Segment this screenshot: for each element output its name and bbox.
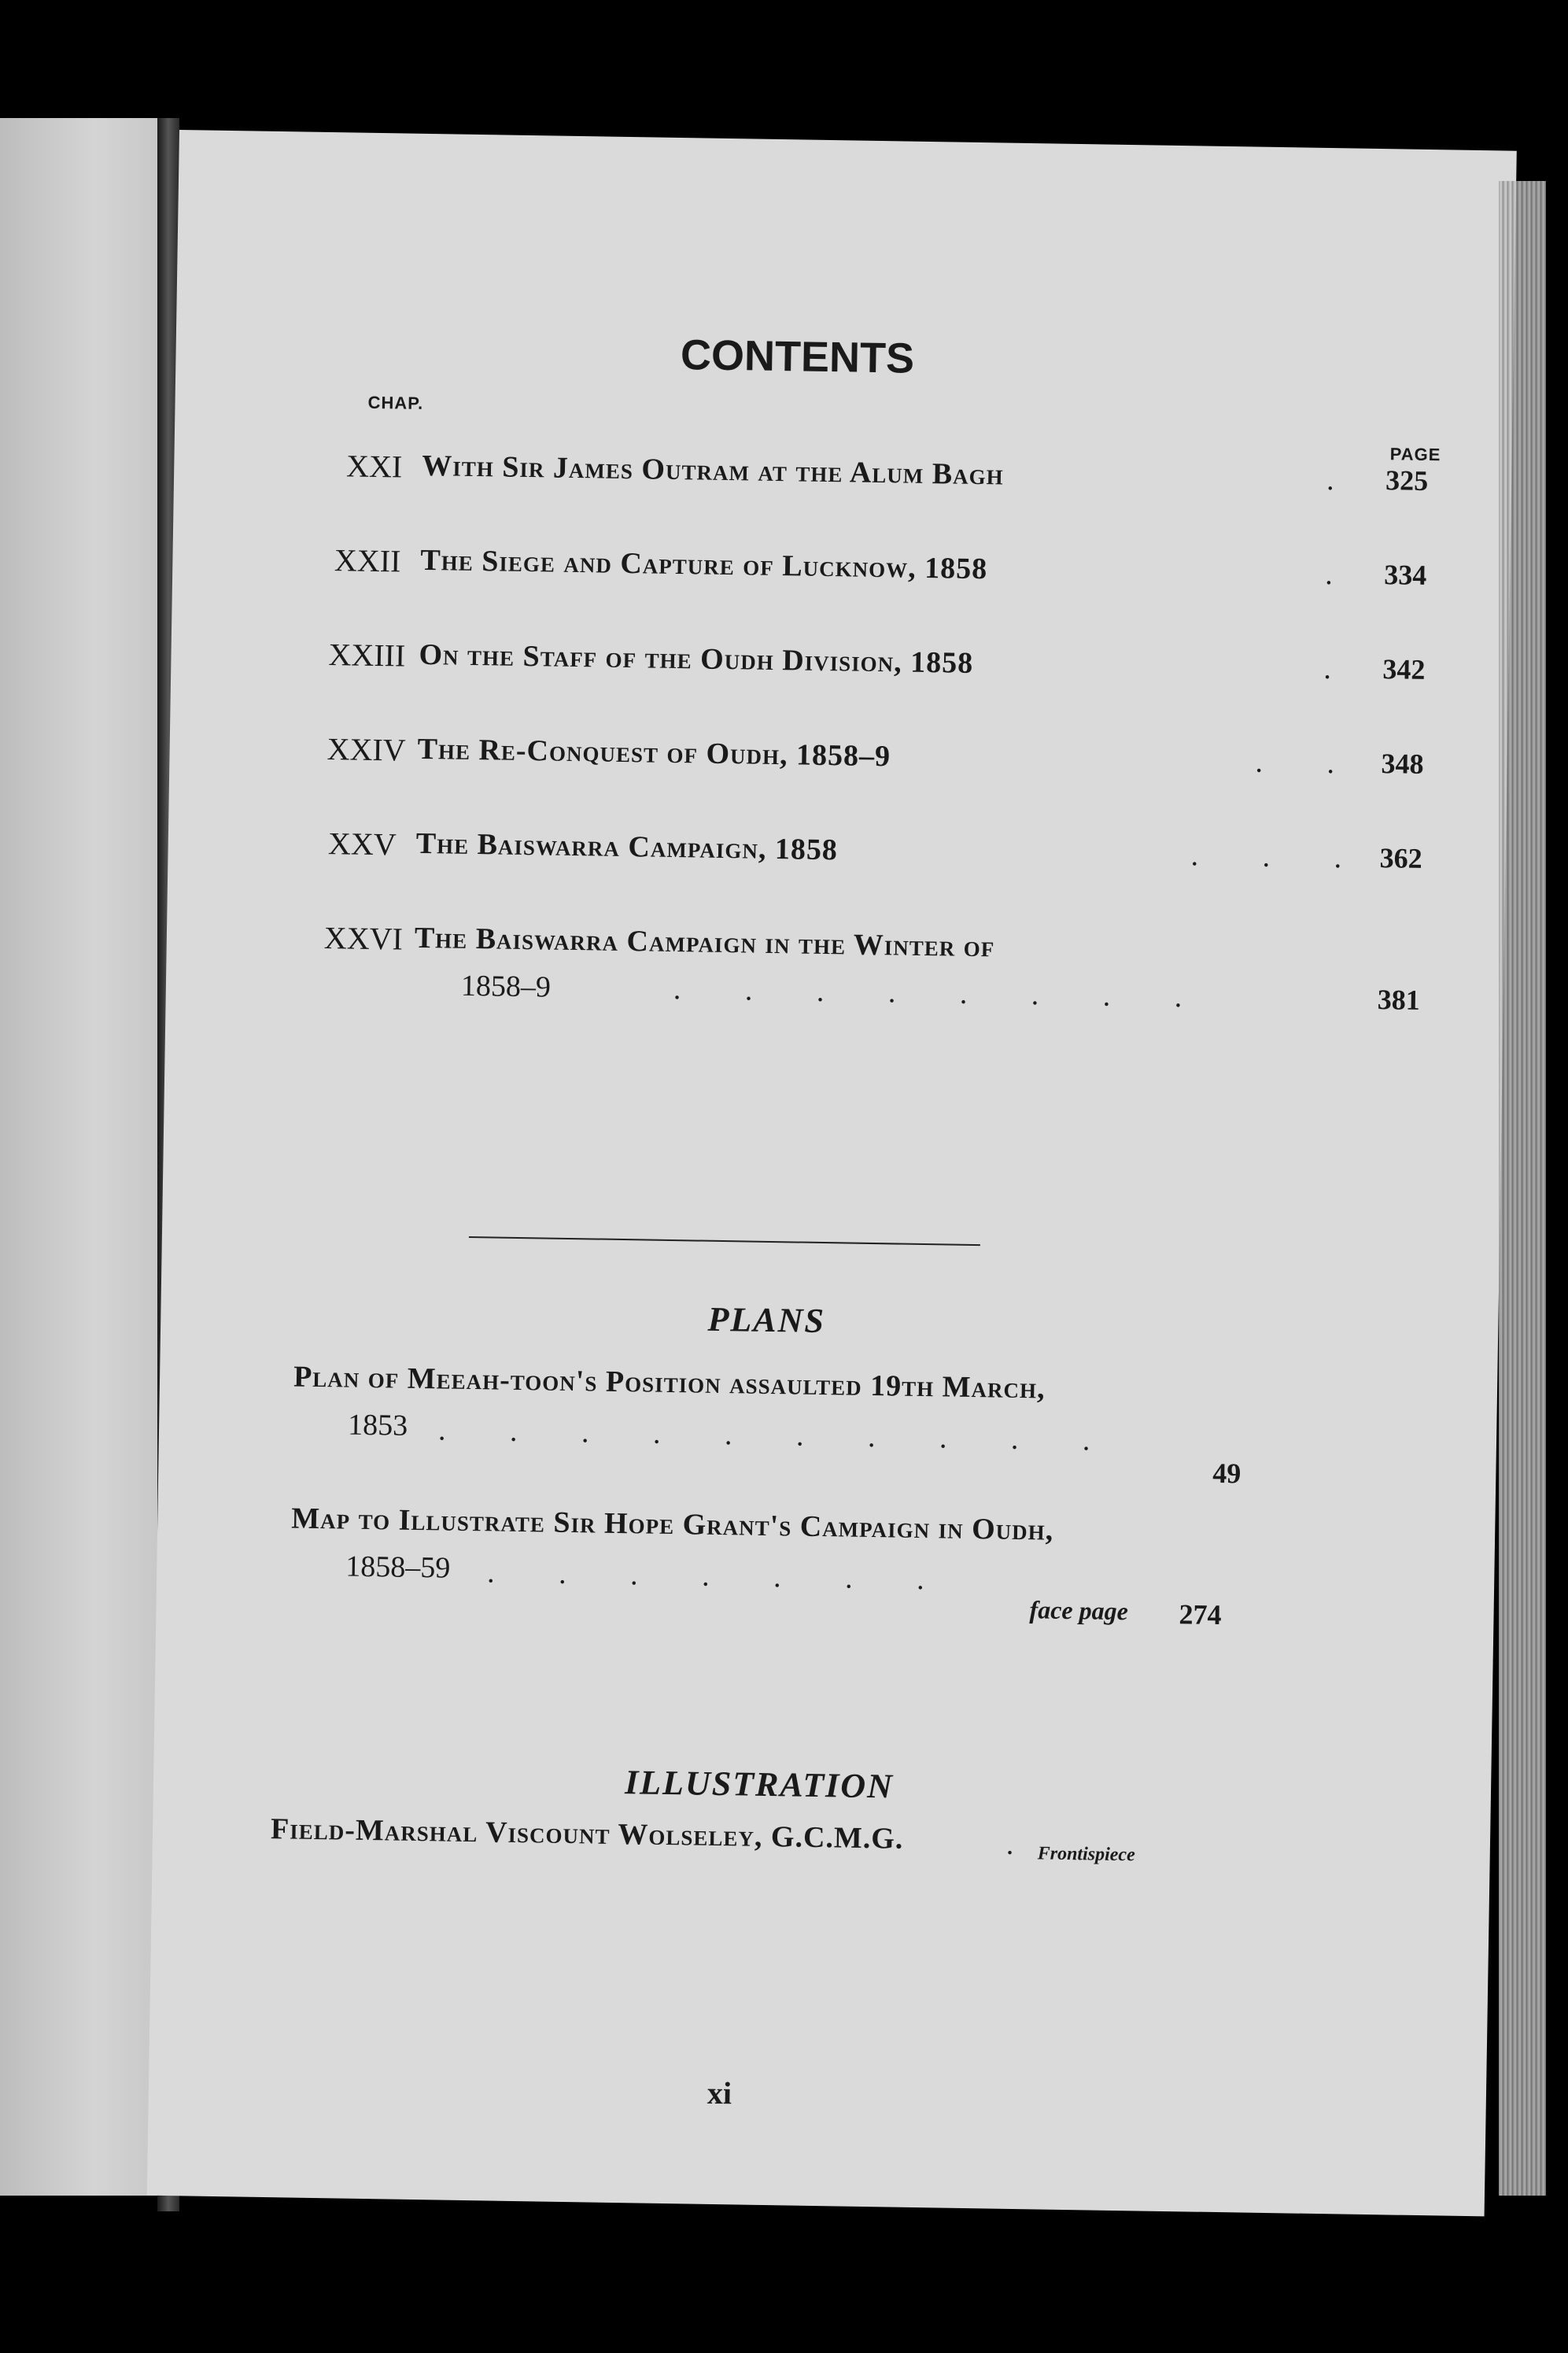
- chapter-number: XXV: [327, 826, 397, 863]
- page-edges: [1499, 181, 1546, 2196]
- toc-entry: [327, 730, 1429, 795]
- toc-entry: [323, 919, 1426, 1039]
- page-number: 274: [1179, 1598, 1222, 1631]
- chapter-number: XXIV: [327, 731, 406, 768]
- leader-dots: . . .: [1190, 839, 1371, 875]
- chapter-title: The Siege and Capture of Lucknow, 1858: [420, 543, 988, 586]
- page-number: 348: [1381, 748, 1424, 780]
- chapter-title: The Baiswarra Campaign, 1858: [415, 826, 839, 867]
- leader-dots: . . . . . . . .: [673, 973, 1211, 1014]
- page-number: 362: [1379, 842, 1422, 874]
- leader-dots: . . . . . . . . . .: [437, 1413, 1119, 1457]
- page-label: PAGE: [1389, 444, 1441, 465]
- chapter-title: With Sir James Outram at the Alum Bagh: [422, 449, 1004, 492]
- plans-title: PLANS: [707, 1299, 826, 1341]
- plan-title-continued: 1853: [347, 1408, 408, 1442]
- leader-dots: .: [1323, 652, 1360, 686]
- frontispiece-label: Frontispiece: [1037, 1843, 1135, 1866]
- section-divider: [469, 1236, 980, 1246]
- chapter-number: XXIII: [328, 637, 406, 674]
- leader-dots: .: [1005, 1827, 1042, 1862]
- toc-entry: [325, 825, 1427, 889]
- map-title: Map to Illustrate Sir Hope Grant's Campaign in Oudh,: [290, 1502, 1054, 1547]
- face-page-label: face page: [1029, 1595, 1129, 1626]
- leader-dots: .: [1324, 557, 1362, 592]
- leader-dots: .: [1326, 463, 1363, 497]
- chapter-title: The Re-Conquest of Oudh, 1858–9: [417, 732, 891, 774]
- chapter-title-continued: 1858–9: [460, 969, 552, 1004]
- chapter-title: The Baiswarra Campaign in the Winter of: [414, 921, 995, 964]
- chapter-number: XXII: [334, 542, 401, 579]
- facing-page: [0, 118, 157, 2196]
- illustration-title: ILLUSTRATION: [624, 1763, 895, 1806]
- contents-title: CONTENTS: [680, 331, 915, 382]
- plan-title: Plan of Meeah-toon's Position assaulted 19th March,: [293, 1360, 1046, 1406]
- toc-entry: [330, 541, 1432, 606]
- folio-number: xi: [707, 2074, 732, 2111]
- map-title-continued: 1858–59: [345, 1550, 451, 1585]
- chapter-number: XXI: [345, 448, 403, 485]
- leader-dots: . .: [1255, 745, 1363, 781]
- page-number: 49: [1212, 1457, 1241, 1490]
- toc-entry: [328, 636, 1430, 700]
- toc-entry: [331, 447, 1433, 512]
- book-page: [147, 130, 1517, 2216]
- leader-dots: . . . . . . .: [486, 1556, 954, 1597]
- chapter-number: XXVI: [323, 920, 404, 957]
- chapter-title: On the Staff of the Oudh Division, 1858: [419, 637, 974, 680]
- page-number: 342: [1382, 653, 1426, 685]
- page-number: 334: [1383, 559, 1427, 591]
- chap-label: CHAP.: [367, 392, 424, 413]
- page-number: 325: [1385, 464, 1429, 497]
- illustration-entry: Field-Marshal Viscount Wolseley, G.C.M.G.: [270, 1812, 904, 1856]
- page-number: 381: [1377, 984, 1421, 1016]
